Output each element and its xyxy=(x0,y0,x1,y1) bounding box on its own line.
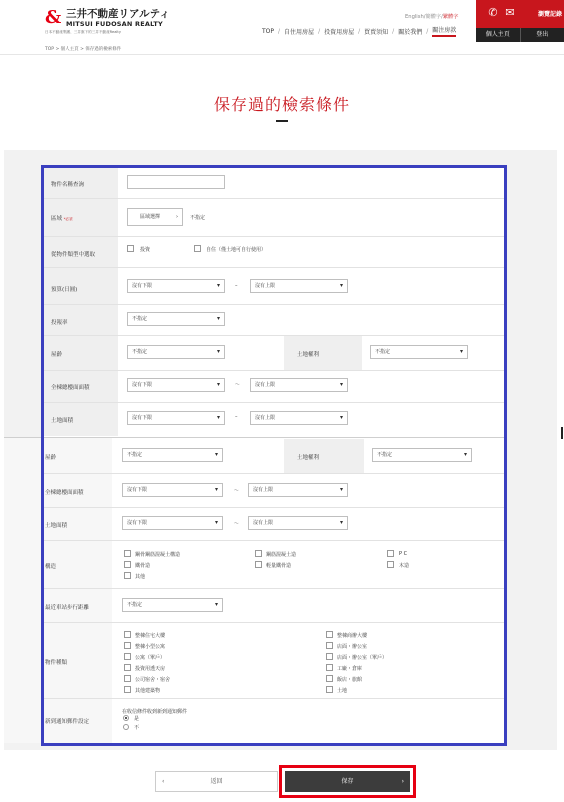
floor-area-label-2: 全棟總樓面面積 xyxy=(45,490,84,496)
chevron-left-icon: ‹ xyxy=(162,778,165,785)
brand-logo[interactable] xyxy=(45,9,170,28)
structure-light-steel-label: 輕量鐵骨造 xyxy=(266,563,292,569)
notify-yes-label: 是 xyxy=(134,716,140,722)
age-label: 屋齡 xyxy=(51,352,63,358)
page-title: 保存過的檢索條件 xyxy=(213,95,350,114)
structure-other-label: 其他 xyxy=(135,574,146,580)
floor-max-select[interactable]: 沒有上限 ▾ xyxy=(250,378,348,392)
nav-residential[interactable]: 自住用房屋 xyxy=(284,28,315,36)
nav-guide[interactable]: 買賣須知 xyxy=(364,28,389,36)
kind-label-1: 整棟住宅大樓 xyxy=(135,633,166,639)
floor-area-label: 全棟總樓面面積 xyxy=(51,385,90,391)
range-separator-tilde: ～ xyxy=(235,382,241,388)
chevron-right-icon: › xyxy=(176,214,178,220)
name-label: 物件名稱查詢 xyxy=(51,182,85,188)
price-max-select[interactable]: 沒有上限 ▾ xyxy=(250,279,348,293)
lang-traditional-link[interactable]: 繁體字 xyxy=(442,14,459,20)
floor-max-select-2[interactable]: 沒有上限 ▾ xyxy=(248,483,348,497)
kind-label-3: 整棟小型公寓 xyxy=(135,644,166,650)
type-residential-label: 自住（僅土地可自行使用） xyxy=(206,247,267,253)
yield-select[interactable]: 不指定 ▾ xyxy=(127,312,225,326)
age-select-2[interactable]: 不指定 ▾ xyxy=(122,448,223,462)
type-investment-label: 投資 xyxy=(140,247,151,253)
land-right-select-2[interactable]: 不指定 ▾ xyxy=(372,448,472,462)
mail-icon[interactable]: ✉ xyxy=(505,6,515,19)
logo-subtitle: 日本不動產集團、三井旗下的三井不動產Realty xyxy=(45,30,121,34)
structure-wood-label: 木造 xyxy=(399,563,410,569)
nav-top[interactable]: TOP xyxy=(262,27,275,35)
floor-min-select[interactable]: 沒有下限 ▾ xyxy=(127,378,225,392)
lang-english-link[interactable]: English xyxy=(405,14,424,20)
kind-label-2: 整棟商辦大樓 xyxy=(337,633,368,639)
site-header xyxy=(0,0,564,42)
structure-rc-label: 鋼筋混凝土造 xyxy=(266,552,297,558)
structure-pc-label: P C xyxy=(399,551,408,557)
kind-label-11: 其他建築物 xyxy=(135,688,161,694)
land-min-select-2[interactable]: 沒有下限 ▾ xyxy=(122,516,223,530)
nav-investment[interactable]: 投資用房屋 xyxy=(324,28,355,36)
logo-mark-icon: & xyxy=(45,7,62,28)
area-value: 不指定 xyxy=(190,215,206,221)
yield-label: 投報率 xyxy=(51,320,68,326)
header-divider xyxy=(0,54,564,55)
price-label: 預算(日圓) xyxy=(51,287,78,293)
kind-label-4: 店面・辦公室 xyxy=(337,644,368,650)
kind-label-6: 店面・辦公室（單戶） xyxy=(337,655,388,661)
logout-button[interactable]: 登出 xyxy=(520,28,564,42)
main-nav: TOP / 自住用房屋 / 投資用房屋 / 買賣須知 / 關於我們 / 關注房款 xyxy=(262,27,457,36)
range-separator: – xyxy=(235,283,238,289)
form-highlight-frame xyxy=(41,165,507,746)
structure-label: 構造 xyxy=(45,564,57,570)
structure-steel-label: 鐵骨造 xyxy=(135,563,151,569)
language-switcher: English/簡體字/繁體字 xyxy=(405,14,459,20)
save-button[interactable]: 保存 › xyxy=(285,771,410,792)
range-separator-tilde-2: ～ xyxy=(234,488,240,494)
notify-label: 新到通知郵件設定 xyxy=(45,719,90,725)
land-right-select[interactable]: 不指定 ▾ xyxy=(370,345,468,359)
back-button[interactable]: ‹ 返回 xyxy=(155,771,278,792)
land-area-label-2: 土地面積 xyxy=(45,523,68,529)
breadcrumb-current: 保存過的檢索條件 xyxy=(85,47,122,52)
history-link[interactable]: 瀏覽記錄 xyxy=(538,11,563,18)
logo-japanese: 三井不動産リアルティ xyxy=(66,8,170,20)
range-separator: – xyxy=(235,414,238,420)
header-contact-block xyxy=(476,0,564,28)
save-highlight-frame xyxy=(279,765,416,798)
notify-no-label: 不 xyxy=(134,725,140,731)
nav-favorites[interactable]: 關注房款 xyxy=(432,25,456,37)
floor-min-select-2[interactable]: 沒有下限 ▾ xyxy=(122,483,223,497)
type-label: 從物件類型中選取 xyxy=(51,252,96,258)
notify-question: 在收信條件收到新到通知郵件 xyxy=(122,709,188,715)
chevron-right-icon: › xyxy=(401,778,404,785)
kind-label-8: 工廠・倉庫 xyxy=(337,666,363,672)
breadcrumb-personal[interactable]: 個人主頁 xyxy=(60,47,79,52)
breadcrumb-top[interactable]: TOP xyxy=(45,47,55,52)
breadcrumb: TOP > 個人主頁 > 保存過的檢索條件 xyxy=(45,47,122,52)
land-max-select[interactable]: 沒有上限 ▾ xyxy=(250,411,348,425)
lang-simplified-link[interactable]: 簡體字 xyxy=(425,14,442,20)
nav-about[interactable]: 關於我們 xyxy=(398,28,423,36)
age-select[interactable]: 不指定 ▾ xyxy=(127,345,225,359)
land-right-label-2: 土地權利 xyxy=(297,455,320,461)
title-underline xyxy=(276,120,288,122)
phone-icon[interactable]: ✆ xyxy=(488,6,498,19)
range-separator-tilde-3: ～ xyxy=(234,521,240,527)
land-area-label: 土地面積 xyxy=(51,418,74,424)
logo-english: MITSUI FUDOSAN REALTY xyxy=(66,20,163,28)
area-select-button[interactable]: 區域選擇 › xyxy=(127,208,183,226)
kind-label-7: 投資用透天房 xyxy=(135,666,166,672)
walk-distance-select[interactable]: 不指定 ▾ xyxy=(122,598,223,612)
kind-label-9: 公司宿舍・宿舍 xyxy=(135,677,171,683)
price-min-select[interactable]: 沒有下限 ▾ xyxy=(127,279,225,293)
walk-distance-label: 最近車站步行距離 xyxy=(45,605,90,611)
kind-label-12: 土地 xyxy=(337,688,348,694)
personal-page-button[interactable]: 個人主頁 xyxy=(485,31,510,38)
scroll-edge-mark xyxy=(561,427,563,439)
property-kind-label: 物件種類 xyxy=(45,660,68,666)
age-label-2: 屋齡 xyxy=(45,455,57,461)
kind-label-5: 公寓（單戶） xyxy=(135,655,166,661)
area-label: 區域 *必須 xyxy=(51,216,73,222)
structure-src-label: 鋼骨鋼筋混凝土構造 xyxy=(135,552,181,558)
land-right-label: 土地權利 xyxy=(297,352,320,358)
account-bar xyxy=(476,28,564,42)
required-badge: *必須 xyxy=(63,217,73,221)
kind-label-10: 飯店・旅館 xyxy=(337,677,363,683)
land-min-select[interactable]: 沒有下限 ▾ xyxy=(127,411,225,425)
land-max-select-2[interactable]: 沒有上限 ▾ xyxy=(248,516,348,530)
